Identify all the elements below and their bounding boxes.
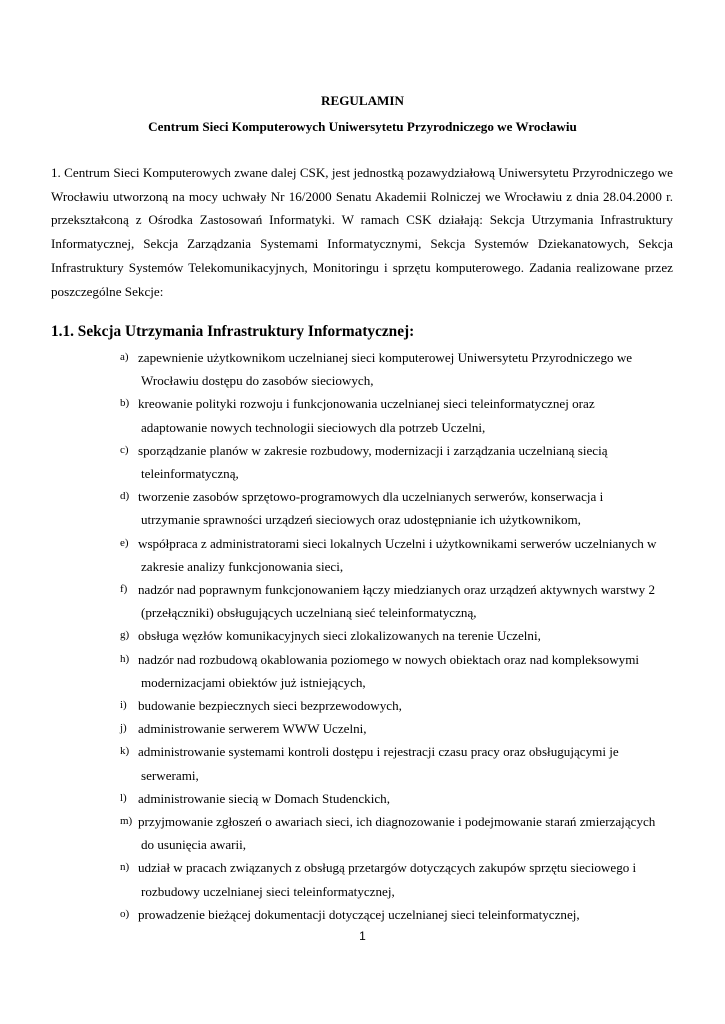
list-item	[0, 717, 725, 740]
list-item	[0, 532, 725, 578]
list-item-continuation: zakresie analizy funkcjonowania sieci,	[141, 558, 344, 574]
list-item-letter: l)	[120, 791, 127, 804]
list-item-letter: n)	[120, 861, 130, 874]
list-item-line: prowadzenie bieżącej dokumentacji dotyczącej uczelnianej sieci teleinformatycznej,	[138, 906, 580, 922]
list-item-letter: g)	[120, 629, 130, 642]
intro-paragraph: 1. Centrum Sieci Komputerowych zwane dalej CSK, jest jednostką pozawydziałową Uniwersytetu Przyrodniczego we Wrocławiu utworzoną na mocy uchwały Nr 16/2000 Senatu Akademii Rolniczej we Wrocławiu z dnia 28.04.2000 r. przekształconą z Ośrodka Zastosowań Informatyki. W ramach CSK działają: Sekcja Utrzymania Infrastruktury Informatycznej, Sekcja Zarządzania Systemami Informatycznymi, Sekcja Systemów Dziekanatowych, Sekcja Infrastruktury Systemów Telekomunikacyjnych, Monitoringu i sprzętu komputerowego. Zadania realizowane przez poszczególne Sekcje:	[51, 165, 673, 299]
list-item-text	[138, 903, 673, 926]
list-item	[0, 903, 725, 926]
list-item-continuation: (przełączniki) obsługujących uczelnianą sieć teleinformatyczną,	[141, 605, 477, 621]
list-item-letter: f)	[120, 583, 128, 596]
list-item-letter: m)	[120, 815, 133, 828]
list-item-text	[138, 810, 673, 856]
list-item	[0, 485, 725, 531]
list-item	[0, 856, 725, 902]
document-subtitle: Centrum Sieci Komputerowych Uniwersytetu Przyrodniczego we Wrocławiu	[148, 119, 577, 134]
list-item	[0, 810, 725, 856]
list-item-continuation: adaptowanie nowych technologii sieciowych dla potrzeb Uczelni,	[141, 419, 486, 435]
list-item-letter: k)	[120, 745, 130, 758]
list-item-text	[138, 717, 673, 740]
list-item-continuation: rozbudowy uczelnianej sieci teleinformatycznej,	[141, 883, 395, 899]
list-item-continuation: modernizacjami obiektów już istniejących,	[141, 674, 366, 690]
document-title: REGULAMIN	[321, 93, 404, 108]
list-item-letter: c)	[120, 443, 129, 456]
list-item-continuation: serwerami,	[141, 767, 199, 783]
list-item-line: obsługa węzłów komunikacyjnych sieci zlokalizowanych na terenie Uczelni,	[138, 628, 541, 644]
list-item-text	[138, 787, 673, 810]
list-item-letter: h)	[120, 652, 130, 665]
list-item-line: sporządzanie planów w zakresie rozbudowy, modernizacji i zarządzania uczelnianą siecią	[138, 442, 608, 458]
list-item-line: budowanie bezpiecznych sieci bezprzewodowych,	[138, 698, 402, 714]
section-heading: 1.1. Sekcja Utrzymania Infrastruktury Informatycznej:	[51, 323, 415, 340]
list-item-line: kreowanie polityki rozwoju i funkcjonowania uczelnianej sieci teleinformatycznej oraz	[138, 396, 595, 412]
list-item-continuation: Wrocławiu dostępu do zasobów sieciowych,	[141, 373, 374, 389]
list-item	[0, 439, 725, 485]
list-item-text	[138, 346, 673, 392]
list-item-continuation: utrzymanie sprawności urządzeń sieciowych oraz udostępnianie ich użytkownikom,	[141, 512, 581, 528]
list-item-text	[138, 694, 673, 717]
list-item-line: udział w pracach związanych z obsługą przetargów dotyczących zakupów sprzętu sieciowego i	[138, 860, 637, 876]
list-item	[0, 346, 725, 392]
list-item-text	[138, 392, 673, 438]
list-item-line: przyjmowanie zgłoszeń o awariach sieci, ich diagnozowanie i podejmowanie starań zmierzających	[138, 814, 656, 830]
list-item	[0, 648, 725, 694]
list-item-letter: b)	[120, 397, 130, 410]
list-item-text	[138, 624, 673, 647]
list-item	[0, 578, 725, 624]
list-item-line: współpraca z administratorami sieci lokalnych Uczelni i użytkownikami serwerów uczelnianych w	[138, 535, 657, 551]
list-item-letter: a)	[120, 351, 129, 363]
list-item	[0, 787, 725, 810]
list-item	[0, 392, 725, 438]
list-item-line: administrowanie siecią w Domach Studenckich,	[138, 790, 390, 806]
list-item-text	[138, 648, 673, 694]
list-item-line: tworzenie zasobów sprzętowo-programowych dla uczelnianych serwerów, konserwacja i	[138, 489, 604, 505]
list-item-line: nadzór nad rozbudową okablowania poziomego w nowych obiektach oraz nad kompleksowymi	[138, 651, 640, 667]
list-item-text	[138, 578, 673, 624]
list-item-line: zapewnienie użytkownikom uczelnianej sieci komputerowej Uniwersytetu Przyrodniczego we	[138, 350, 633, 365]
list-item-line: nadzór nad poprawnym funkcjonowaniem łączy miedzianych oraz urządzeń aktywnych warstwy 2	[138, 582, 656, 598]
list-item-continuation: do usunięcia awarii,	[141, 837, 247, 853]
list-item-text	[138, 740, 673, 786]
list-item-letter: j)	[120, 722, 127, 735]
list-item-text	[138, 856, 673, 902]
list-item-line: administrowanie serwerem WWW Uczelni,	[138, 721, 367, 737]
task-list	[0, 346, 725, 926]
list-item-continuation: teleinformatyczną,	[141, 466, 239, 482]
page-number: 1	[359, 929, 366, 943]
list-item	[0, 624, 725, 647]
list-item	[0, 740, 725, 786]
list-item-letter: e)	[120, 536, 129, 549]
list-item	[0, 694, 725, 717]
list-item-letter: d)	[120, 490, 130, 503]
list-item-letter: i)	[120, 699, 127, 712]
list-item-text	[138, 485, 673, 531]
list-item-text	[138, 532, 673, 578]
list-item-text	[138, 439, 673, 485]
list-item-line: administrowanie systemami kontroli dostępu i rejestracji czasu pracy oraz obsługującymi je	[138, 744, 619, 760]
list-item-letter: o)	[120, 907, 130, 920]
